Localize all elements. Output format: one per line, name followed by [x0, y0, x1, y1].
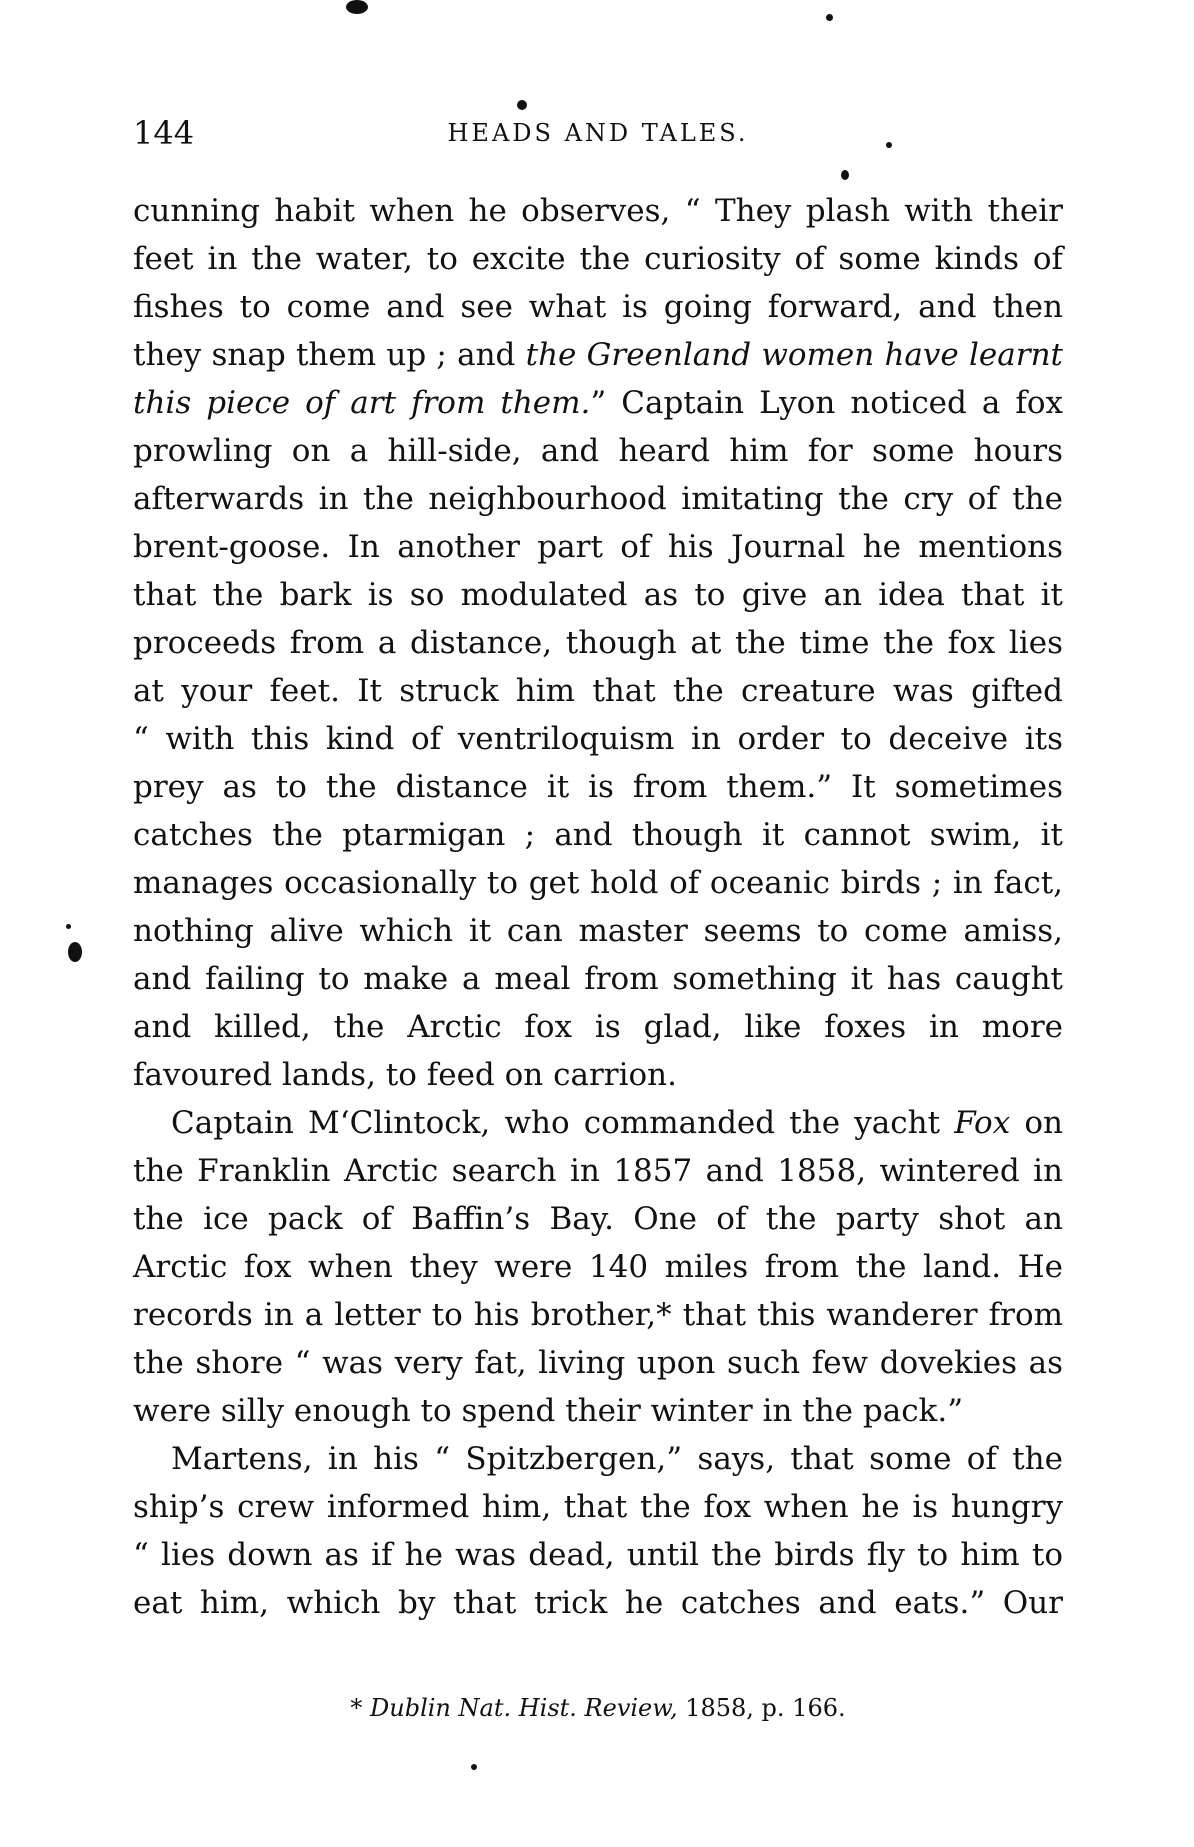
- ink-blot: [517, 100, 527, 110]
- text-line: and killed, the Arctic fox is glad, like foxes in more: [133, 1009, 1063, 1045]
- text-run: Captain M‘Clintock, who commanded the yacht: [171, 1105, 955, 1141]
- footnote-citation: Dublin Nat. Hist. Review,: [370, 1694, 678, 1722]
- italic-text-run: the Greenland women have learnt: [525, 337, 1063, 373]
- text-line: favoured lands, to feed on carrion.: [133, 1057, 677, 1093]
- text-line: “ lies down as if he was dead, until the birds fly to him to: [133, 1537, 1063, 1573]
- text-line: feet in the water, to excite the curiosity of some kinds of: [133, 241, 1063, 277]
- text-line: the Franklin Arctic search in 1857 and 1858, wintered in: [133, 1153, 1063, 1189]
- text-line: fishes to come and see what is going forward, and then: [133, 289, 1063, 325]
- text-line: ship’s crew informed him, that the fox when he is hungry: [133, 1489, 1063, 1525]
- italic-text-run: this piece of art from them.: [133, 385, 591, 421]
- footnote-marker: *: [350, 1694, 371, 1722]
- text-run: on: [1010, 1105, 1064, 1141]
- text-line: “ with this kind of ventriloquism in order to deceive its: [133, 721, 1063, 757]
- footnote-text: 1858, p. 166.: [677, 1694, 846, 1722]
- ink-blot: [826, 14, 833, 21]
- text-line: afterwards in the neighbourhood imitating the cry of the: [133, 481, 1063, 517]
- text-line: [133, 331, 1063, 379]
- text-line: catches the ptarmigan ; and though it cannot swim, it: [133, 817, 1063, 853]
- text-line: proceeds from a distance, though at the time the fox lies: [133, 625, 1063, 661]
- italic-text-run: Fox: [954, 1105, 1011, 1141]
- page-header: [133, 108, 1063, 158]
- text-line: brent-goose. In another part of his Journal he mentions: [133, 529, 1063, 565]
- ink-blot: [66, 924, 71, 929]
- text-line: Arctic fox when they were 140 miles from the land. He: [133, 1249, 1063, 1285]
- text-line: prey as to the distance it is from them.” It sometimes: [133, 769, 1063, 805]
- text-line: records in a letter to his brother,* that this wanderer from: [133, 1297, 1063, 1333]
- text-line: the ice pack of Baffin’s Bay. One of the party shot an: [133, 1201, 1063, 1237]
- ink-blot: [471, 1764, 477, 1770]
- text-line: that the bark is so modulated as to give an idea that it: [133, 577, 1063, 613]
- text-line: at your feet. It struck him that the creature was gifted: [133, 673, 1063, 709]
- text-line: eat him, which by that trick he catches and eats.” Our: [133, 1585, 1063, 1621]
- running-title: HEADS AND TALES.: [447, 119, 749, 147]
- text-run: they snap them up ; and: [133, 337, 526, 373]
- text-line: nothing alive which it can master seems to come amiss,: [133, 913, 1063, 949]
- ink-blot: [346, 0, 368, 14]
- text-line: and failing to make a meal from something it has caught: [133, 961, 1063, 997]
- text-run: ” Captain Lyon noticed a fox: [590, 385, 1064, 421]
- page-number: 144: [133, 114, 195, 152]
- ink-blot: [68, 942, 82, 962]
- text-line: were silly enough to spend their winter in the pack.”: [133, 1393, 964, 1429]
- text-line: Martens, in his “ Spitzbergen,” says, that some of the: [171, 1441, 1063, 1477]
- text-line: [133, 1099, 1063, 1147]
- text-line: the shore “ was very fat, living upon such few dovekies as: [133, 1345, 1063, 1381]
- footnote: [133, 1690, 1063, 1726]
- text-line: manages occasionally to get hold of oceanic birds ; in fact,: [133, 865, 1063, 901]
- text-line: prowling on a hill-side, and heard him for some hours: [133, 433, 1063, 469]
- body-text: [133, 187, 1063, 1627]
- text-line: [133, 379, 1063, 427]
- ink-blot: [886, 142, 892, 148]
- ink-blot: [841, 170, 849, 180]
- text-line: cunning habit when he observes, “ They plash with their: [133, 193, 1063, 229]
